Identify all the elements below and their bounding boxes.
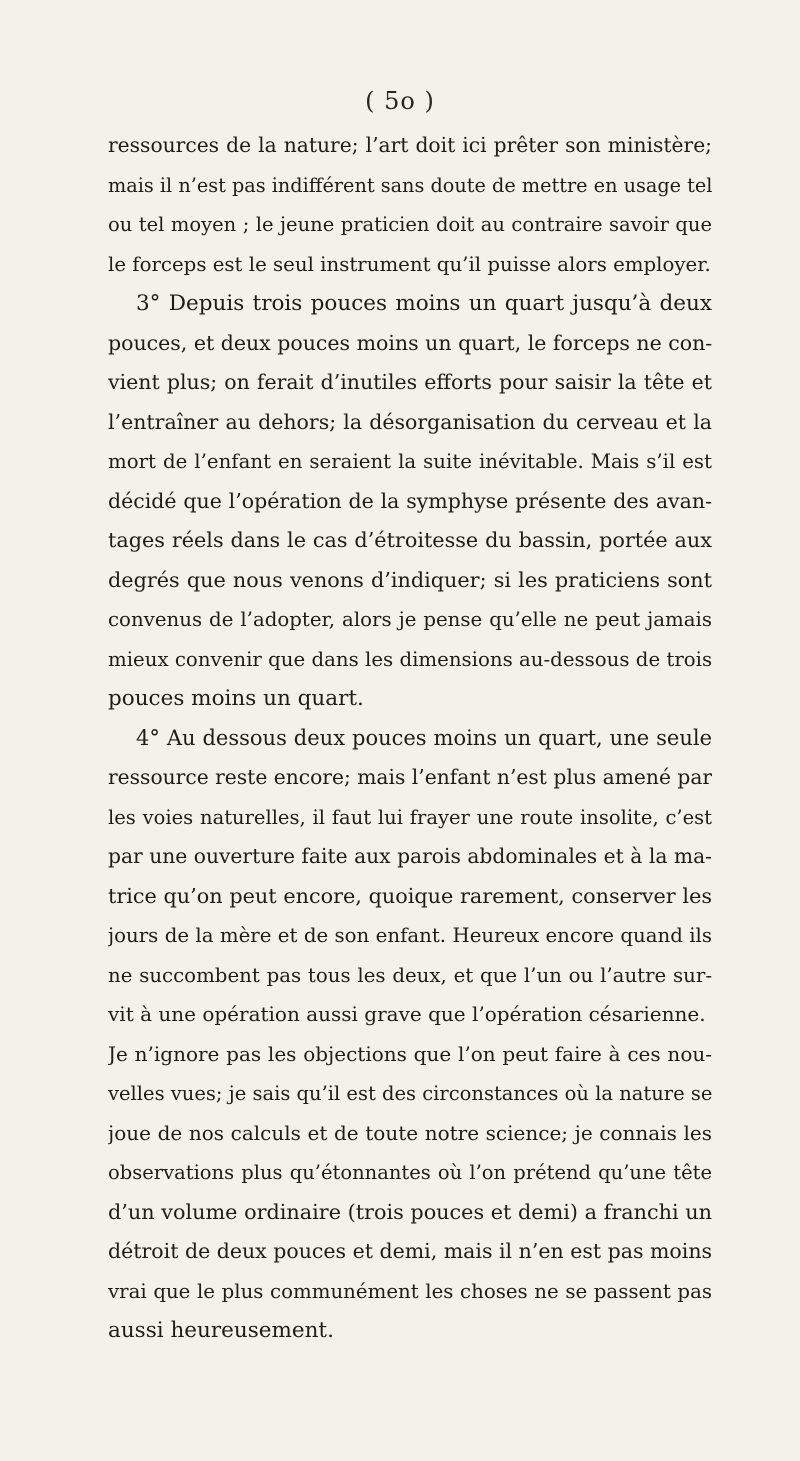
text-line: observations plus qu’étonnantes où l’on prétend qu’une tête (108, 1161, 712, 1184)
text-line: ressources de la nature; l’art doit ici prêter son ministère; (108, 133, 712, 157)
text-line: 3° Depuis trois pouces moins un quart jusqu’à deux (136, 291, 712, 316)
text-line: mais il n’est pas indifférent sans doute de mettre en usage tel (108, 173, 712, 197)
text-line: trice qu’on peut encore, quoique rarement, conserver les (108, 883, 712, 908)
text-line: velles vues; je sais qu’il est des circonstances où la nature se (108, 1082, 712, 1105)
text-line: ressource reste encore; mais l’enfant n’est plus amené par (108, 765, 712, 789)
text-line: le forceps est le seul instrument qu’il puisse alors employer. (108, 252, 711, 276)
text-line: mort de l’enfant en seraient la suite inévitable. Mais s’il est (108, 450, 712, 473)
text-line: jours de la mère et de son enfant. Heureux encore quand ils (108, 924, 712, 947)
text-line: pouces moins un quart. (108, 686, 364, 711)
text-line: vrai que le plus communément les choses ne se passent pas (108, 1279, 712, 1303)
text-line: Je n’ignore pas les objections que l’on peut faire à ces nou- (108, 1041, 712, 1066)
text-line: d’un volume ordinaire (trois pouces et demi) a franchi un (108, 1199, 712, 1224)
text-line: joue de nos calculs et de toute notre science; je connais les (108, 1120, 712, 1145)
text-line: vit à une opération aussi grave que l’opération césarienne. (108, 1002, 706, 1026)
page-number: ( 5o ) (365, 87, 435, 115)
text-line: degrés que nous venons d’indiquer; si les praticiens sont (108, 567, 712, 592)
text-line: détroit de deux pouces et demi, mais il n’en est pas moins (108, 1239, 712, 1263)
text-line: l’entraîner au dehors; la désorganisation du cerveau et la (108, 409, 712, 434)
text-line: aussi heureusement. (108, 1318, 334, 1343)
text-line: tages réels dans le cas d’étroitesse du bassin, portée aux (108, 528, 712, 552)
text-line: pouces, et deux pouces moins un quart, le forceps ne con- (108, 330, 712, 355)
text-line: par une ouverture faite aux parois abdominales et à la ma- (108, 844, 712, 868)
text-line: mieux convenir que dans les dimensions au-dessous de trois (108, 647, 712, 671)
text-line: ne succombent pas tous les deux, et que l’un ou l’autre sur- (108, 963, 712, 987)
text-line: décidé que l’opération de la symphyse présente des avan- (108, 488, 712, 513)
body-text (108, 126, 712, 1351)
text-line: ou tel moyen ; le jeune praticien doit au contraire savoir que (108, 213, 712, 236)
text-line: vient plus; on ferait d’inutiles efforts pour saisir la tête et (108, 370, 712, 394)
text-line: convenus de l’adopter, alors je pense qu’elle ne peut jamais (108, 608, 712, 631)
text-line: 4° Au dessous deux pouces moins un quart, une seule (136, 725, 712, 750)
text-line: les voies naturelles, il faut lui frayer une route insolite, c’est (108, 805, 712, 829)
